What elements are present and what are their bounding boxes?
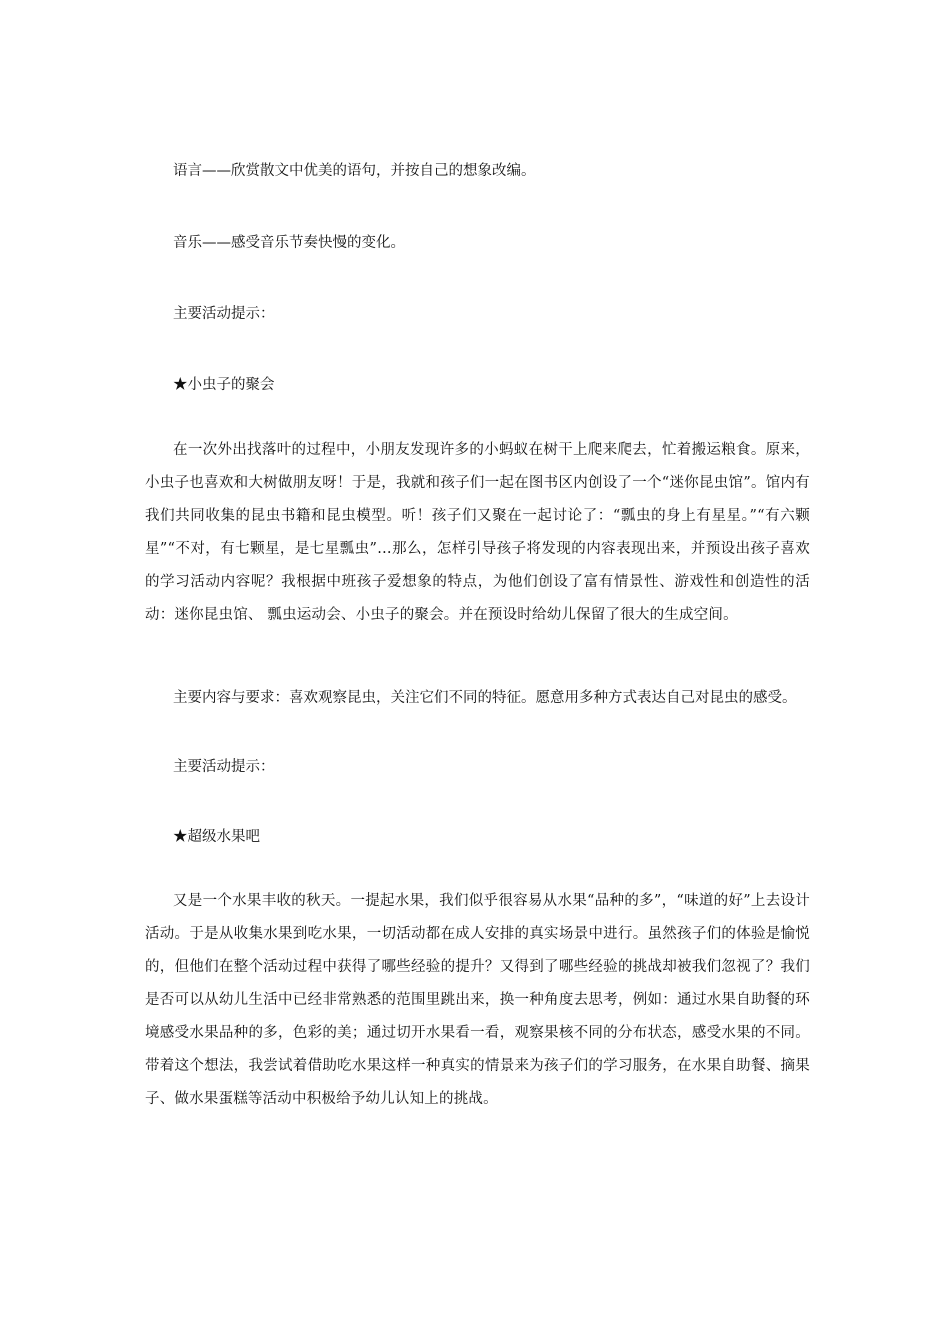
heading-activity-tips-2: 主要活动提示：: [173, 759, 275, 775]
paragraph-content-requirements: 主要内容与要求：喜欢观察昆虫，关注它们不同的特征。愿意用多种方式表达自己对昆虫的感受。: [173, 690, 797, 706]
heading-bug-party: ★小虫子的聚会: [173, 377, 275, 393]
heading-super-fruit-bar: ★超级水果吧: [173, 829, 260, 845]
heading-activity-tips-1: 主要活动提示：: [173, 306, 275, 322]
paragraph-super-fruit-bar: 又是一个水果丰收的秋天。一提起水果，我们似乎很容易从水果“品种的多”，“味道的好”上去设计活动。于是从收集水果到吃水果，一切活动都在成人安排的真实场景中进行。虽然孩子们的体验是愉悦的，但他们在整个活动过程中获得了哪些经验的提升？又得到了哪些经验的挑战却被我们忽视了？我们是否可以从幼儿生活中已经非常熟悉的范围里跳出来，换一种角度去思考，例如：通过水果自助餐的环境感受水果品种的多，色彩的美；通过切开水果看一看，观察果核不同的分布状态，感受水果的不同。带着这个想法，我尝试着借助吃水果这样一种真实的情景来为孩子们的学习服务，在水果自助餐、摘果子、做水果蛋糕等活动中积极给予幼儿认知上的挑战。: [145, 893, 810, 1107]
paragraph-language: 语言——欣赏散文中优美的语句，并按自己的想象改编。: [173, 163, 536, 179]
paragraph-music: 音乐——感受音乐节奏快慢的变化。: [173, 235, 405, 251]
paragraph-bug-party: 在一次外出找落叶的过程中，小朋友发现许多的小蚂蚁在树干上爬来爬去，忙着搬运粮食。原来，小虫子也喜欢和大树做朋友呀！于是，我就和孩子们一起在图书区内创设了一个“迷你昆虫馆”。馆内有我们共同收集的昆虫书籍和昆虫模型。听！孩子们又聚在一起讨论了：“瓢虫的身上有星星。”“有六颗星”“不对，有七颗星，是七星瓢虫”…那么，怎样引导孩子将发现的内容表现出来，并预设出孩子喜欢的学习活动内容呢？我根据中班孩子爱想象的特点，为他们创设了富有情景性、游戏性和创造性的活动：迷你昆虫馆、 瓢虫运动会、小虫子的聚会。并在预设时给幼儿保留了很大的生成空间。: [145, 442, 810, 623]
